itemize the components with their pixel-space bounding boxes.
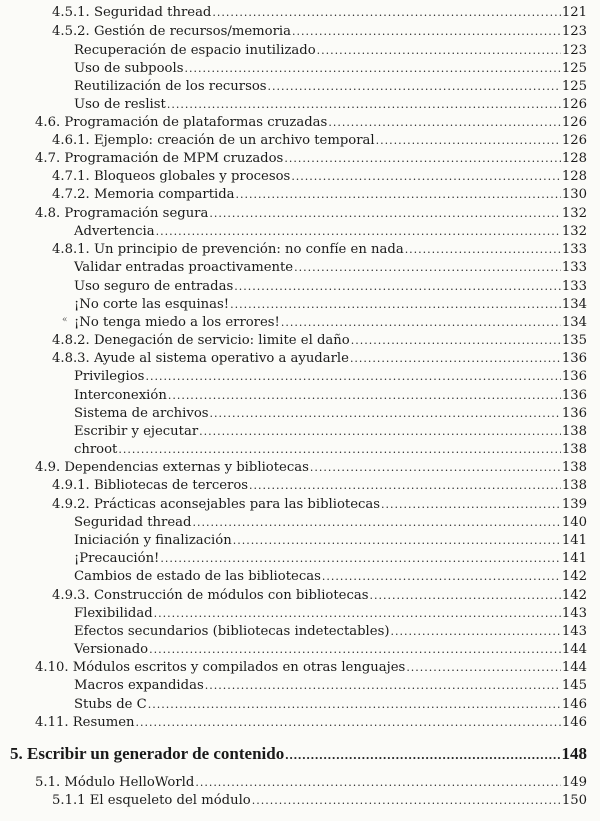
dot-leader [369,587,560,605]
dot-leader [160,550,560,568]
toc-page-number: 133 [561,242,587,257]
toc-page-number: 136 [561,388,587,403]
toc-entry [74,641,587,659]
toc-page-number: 138 [561,478,587,493]
dot-leader [210,405,561,423]
dot-leader [205,677,561,695]
toc-entry-title: Reutilización de los recursos [74,79,267,94]
toc-page-number: 130 [561,187,587,202]
toc-entry [35,659,587,677]
dot-leader [317,42,561,60]
toc-entry-title: Cambios de estado de las bibliotecas [74,569,321,584]
toc-entry-title: Sistema de archivos [74,406,209,421]
dot-leader [149,641,561,659]
toc-page-number: 146 [561,697,587,712]
toc-entry [52,241,587,259]
toc-page-number: 144 [561,660,587,675]
toc-entry [74,259,587,277]
toc-page-number: 123 [561,43,587,58]
toc-page-number: 133 [561,279,587,294]
dot-leader [234,278,561,296]
toc-page-number: 125 [561,79,587,94]
toc-entry-title: Privilegios [74,369,145,384]
toc-entry-title: Validar entradas proactivamente [74,260,294,275]
toc-entry-title: Versionado [74,642,149,657]
toc-page-number: 128 [561,169,587,184]
toc-entry [52,496,587,514]
dot-leader [199,423,561,441]
dot-leader [281,314,561,332]
toc-entry-title: ¡Precaución! [74,551,160,566]
dot-leader [350,350,561,368]
toc-page-number: 138 [561,460,587,475]
dot-leader [285,744,560,766]
dot-leader [268,78,561,96]
toc-entry [74,405,587,423]
toc-entry [74,368,587,386]
toc-entry-title: 4.9.1. Bibliotecas de terceros [52,478,249,493]
dot-leader [252,792,561,810]
toc-page-number: 126 [561,97,587,112]
toc-entry-title: 4.7. Programación de MPM cruzados [35,151,284,166]
toc-entry-title: 4.7.2. Memoria compartida [52,187,235,202]
scan-mark-icon: « [62,315,68,325]
toc-entry [74,441,587,459]
dot-leader [322,568,561,586]
toc-entry [74,677,587,695]
toc-entry-title: Macros expandidas [74,678,204,693]
toc-entry-title: 4.6.1. Ejemplo: creación de un archivo temporal [52,133,375,148]
dot-leader [184,60,560,78]
toc-entry-title: Escribir y ejecutar [74,424,199,439]
toc-entry-title: Iniciación y finalización [74,533,232,548]
toc-page-number: 138 [561,424,587,439]
toc-entry [35,459,587,477]
dot-leader [390,623,560,641]
toc-chapter [10,743,587,765]
toc-entry-title: Uso seguro de entradas [74,279,234,294]
toc-entry-title: 4.8.2. Denegación de servicio: limite el daño [52,333,350,348]
toc-entry [74,696,587,714]
toc-page-number: 145 [561,678,587,693]
toc-page-number: 140 [561,515,587,530]
toc-entry-title: 4.8.1. Un principio de prevención: no confíe en nada [52,242,404,257]
toc-entry [74,387,587,405]
toc-page-number: 141 [561,551,587,566]
toc-entry-title: 5.1. Módulo HelloWorld [35,775,195,790]
dot-leader [209,205,560,223]
toc-page-number: 134 [561,297,587,312]
toc-page-number: 126 [561,133,587,148]
toc-entry-title: Stubs de C [74,697,147,712]
toc-entry [74,78,587,96]
toc-page-number: 126 [561,115,587,130]
toc-page-number: 133 [561,260,587,275]
dot-leader [195,774,561,792]
dot-leader [236,186,561,204]
toc-entry-title: chroot [74,442,118,457]
toc-entry [35,714,587,732]
toc-entry-title: 4.8.3. Ayude al sistema operativo a ayudarle [52,351,349,366]
toc-entry-title: 5.1.1 El esqueleto del módulo [52,793,251,808]
toc-entry-title: Flexibilidad [74,606,153,621]
toc-page-number: 132 [561,206,587,221]
dot-leader [351,332,561,350]
dot-leader [294,259,561,277]
toc-entry-title: Interconexión [74,388,167,403]
toc-entry [74,314,587,332]
dot-leader [145,368,560,386]
toc-entry [52,4,587,22]
dot-leader [230,296,561,314]
dot-leader [148,696,561,714]
toc-entry-title: 4.7.1. Bloqueos globales y procesos [52,169,291,184]
toc-entry [74,514,587,532]
toc-page-number: 139 [561,497,587,512]
dot-leader [233,532,561,550]
dot-leader [284,150,561,168]
toc-page-number: 146 [561,715,587,730]
toc-entry [74,550,587,568]
toc-entry-title: 4.5.2. Gestión de recursos/memoria [52,24,291,39]
toc-entry [74,278,587,296]
toc-entry-title: 4.10. Módulos escritos y compilados en otras lenguajes [35,660,406,675]
toc-page-number: 148 [561,744,587,763]
toc-entry [52,587,587,605]
dot-leader [154,605,561,623]
toc-entry [74,96,587,114]
toc-page-number: 134 [561,315,587,330]
toc-page-number: 121 [561,5,587,20]
toc-entry [74,623,587,641]
toc-entry [52,332,587,350]
toc-entry-title: 4.9. Dependencias externas y bibliotecas [35,460,309,475]
dot-leader [136,714,561,732]
toc-entry [74,60,587,78]
toc-page-number: 144 [561,642,587,657]
dot-leader [291,168,561,186]
dot-leader [310,459,561,477]
toc-entry-title: 4.5.1. Seguridad thread [52,5,212,20]
toc-entry-title: 5. Escribir un generador de contenido [10,744,285,763]
toc-page-number: 141 [561,533,587,548]
toc-page-number: 143 [561,624,587,639]
toc-entry [52,23,587,41]
toc-entry-title: 4.11. Resumen [35,715,135,730]
toc-page-number: 142 [561,588,587,603]
dot-leader [118,441,560,459]
dot-leader [292,23,561,41]
toc-entry [35,774,587,792]
dot-leader [405,241,561,259]
toc-page-number: 123 [561,24,587,39]
toc-entry [52,792,587,810]
toc-entry [74,296,587,314]
toc-entry [52,350,587,368]
toc-page-number: 150 [561,793,587,808]
toc-entry-title: Uso de reslist [74,97,166,112]
toc-page-number: 128 [561,151,587,166]
toc-entry-title: Efectos secundarios (bibliotecas indetectables) [74,624,390,639]
toc-page-number: 136 [561,369,587,384]
toc-entry-title: Advertencia [74,224,155,239]
toc-entry [35,114,587,132]
toc-entry [74,223,587,241]
dot-leader [192,514,560,532]
toc-entry-title: Recuperación de espacio inutilizado [74,43,316,58]
toc-page-number: 132 [561,224,587,239]
toc-entry-title: 4.9.3. Construcción de módulos con bibliotecas [52,588,369,603]
toc-page-number: 149 [561,775,587,790]
toc-entry-title: 4.6. Programación de plataformas cruzadas [35,115,328,130]
dot-leader [381,496,561,514]
toc-page-number: 142 [561,569,587,584]
toc-entry [35,205,587,223]
toc-page-number: 136 [561,351,587,366]
toc-entry-title: Uso de subpools [74,61,184,76]
toc-entry [74,605,587,623]
dot-leader [156,223,561,241]
toc-entry-title: Seguridad thread [74,515,192,530]
toc-entry-title: 4.9.2. Prácticas aconsejables para las bibliotecas [52,497,381,512]
toc-entry-title: ¡No corte las esquinas! [74,297,230,312]
toc-page-number: 136 [561,406,587,421]
toc-entry-title: 4.8. Programación segura [35,206,209,221]
toc-entry [74,568,587,586]
toc-page-number: 135 [561,333,587,348]
toc-entry [74,42,587,60]
toc-entry [74,532,587,550]
dot-leader [167,96,561,114]
toc-entry [35,150,587,168]
toc-page-number: 143 [561,606,587,621]
dot-leader [406,659,561,677]
toc-page-number: 125 [561,61,587,76]
toc-page-number: 138 [561,442,587,457]
toc-entry [52,132,587,150]
toc-entry-title: ¡No tenga miedo a los errores! [74,315,280,330]
dot-leader [168,387,561,405]
dot-leader [212,4,560,22]
toc-entry [52,477,587,495]
dot-leader [328,114,561,132]
dot-leader [249,477,561,495]
toc-entry [52,186,587,204]
dot-leader [376,132,561,150]
toc-entry [74,423,587,441]
toc-entry [52,168,587,186]
